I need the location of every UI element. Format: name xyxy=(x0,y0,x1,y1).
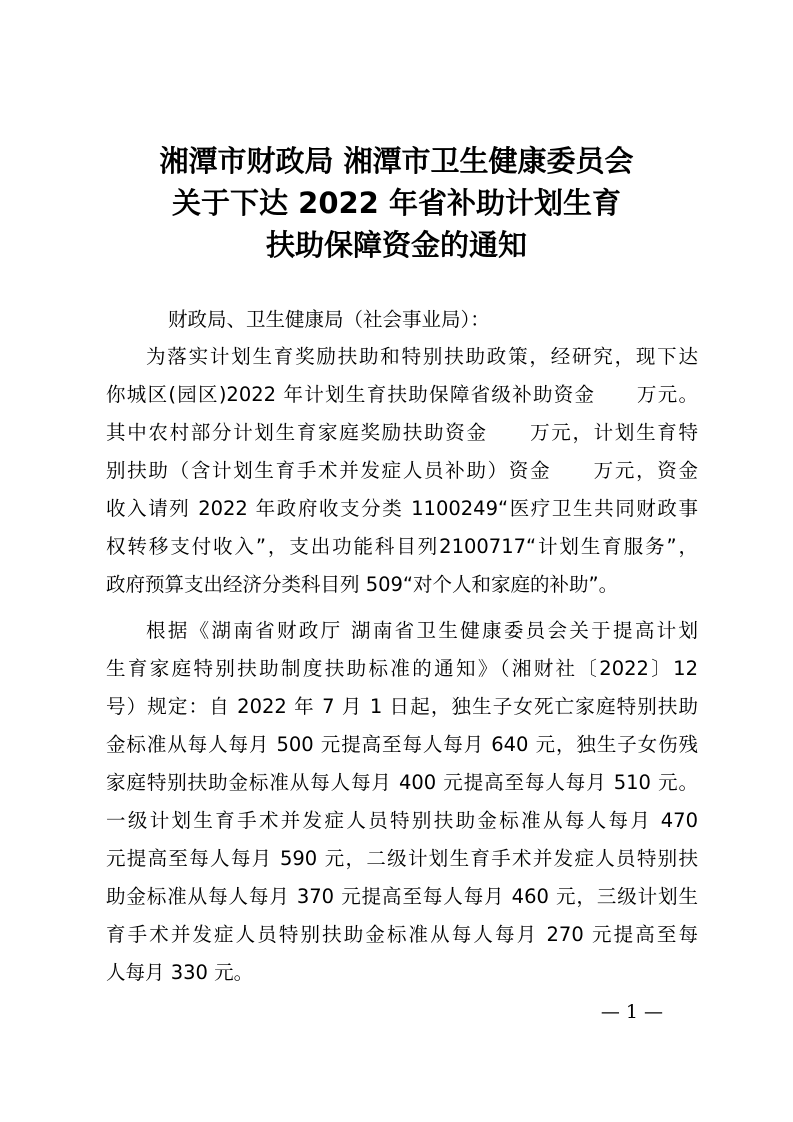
paragraph-1-line-5: 收入请列 2022 年政府收支分类 1100249“医疗卫生共同财政事 xyxy=(106,497,698,520)
paragraph-2-line-9: 育手术并发症人员特别扶助金标准从每人每月 270 元提高至每 xyxy=(106,923,698,946)
paragraph-1-line-3: 其中农村部分计划生育家庭奖励扶助资金 万元，计划生育特 xyxy=(106,421,698,444)
paragraph-2-line-6: 一级计划生育手术并发症人员特别扶助金标准从每人每月 470 xyxy=(106,809,698,832)
paragraph-1-line-2: 你城区(园区)2022 年计划生育扶助保障省级补助资金 万元。 xyxy=(106,383,698,406)
paragraph-1-line-4: 别扶助（含计划生育手术并发症人员补助）资金 万元，资金 xyxy=(106,459,698,482)
document-title-line-3: 扶助保障资金的通知 xyxy=(265,228,527,262)
paragraph-2-line-7: 元提高至每人每月 590 元，二级计划生育手术并发症人员特别扶 xyxy=(106,847,698,870)
paragraph-1-line-6: 权转移支付收入”，支出功能科目列2100717“计划生育服务”， xyxy=(106,535,698,558)
paragraph-2-line-10: 人每月 330 元。 xyxy=(106,961,254,984)
paragraph-2-line-8: 助金标准从每人每月 370 元提高至每人每月 460 元，三级计划生 xyxy=(106,885,698,908)
paragraph-2-line-3: 号）规定：自 2022 年 7 月 1 日起，独生子女死亡家庭特别扶助 xyxy=(106,695,698,718)
document-title-line-2: 关于下达 2022 年省补助计划生育 xyxy=(172,186,621,220)
paragraph-1-line-7: 政府预算支出经济分类科目列 509“对个人和家庭的补助”。 xyxy=(106,573,619,596)
paragraph-2-line-5: 家庭特别扶助金标准从每人每月 400 元提高至每人每月 510 元。 xyxy=(106,771,698,794)
paragraph-1-line-1: 为落实计划生育奖励扶助和特别扶助政策，经研究，现下达 xyxy=(146,345,698,368)
page-number: — 1 — xyxy=(600,1001,663,1023)
paragraph-2-line-2: 生育家庭特别扶助制度扶助标准的通知》（湘财社〔2022〕12 xyxy=(106,657,698,680)
paragraph-2-line-1: 根据《湖南省财政厅 湖南省卫生健康委员会关于提高计划 xyxy=(146,619,698,642)
paragraph-2-line-4: 金标准从每人每月 500 元提高至每人每月 640 元，独生子女伤残 xyxy=(106,733,698,756)
addressee-line: 财政局、卫生健康局（社会事业局）： xyxy=(168,308,490,331)
document-title-line-1: 湘潭市财政局 湘潭市卫生健康委员会 xyxy=(159,144,634,178)
